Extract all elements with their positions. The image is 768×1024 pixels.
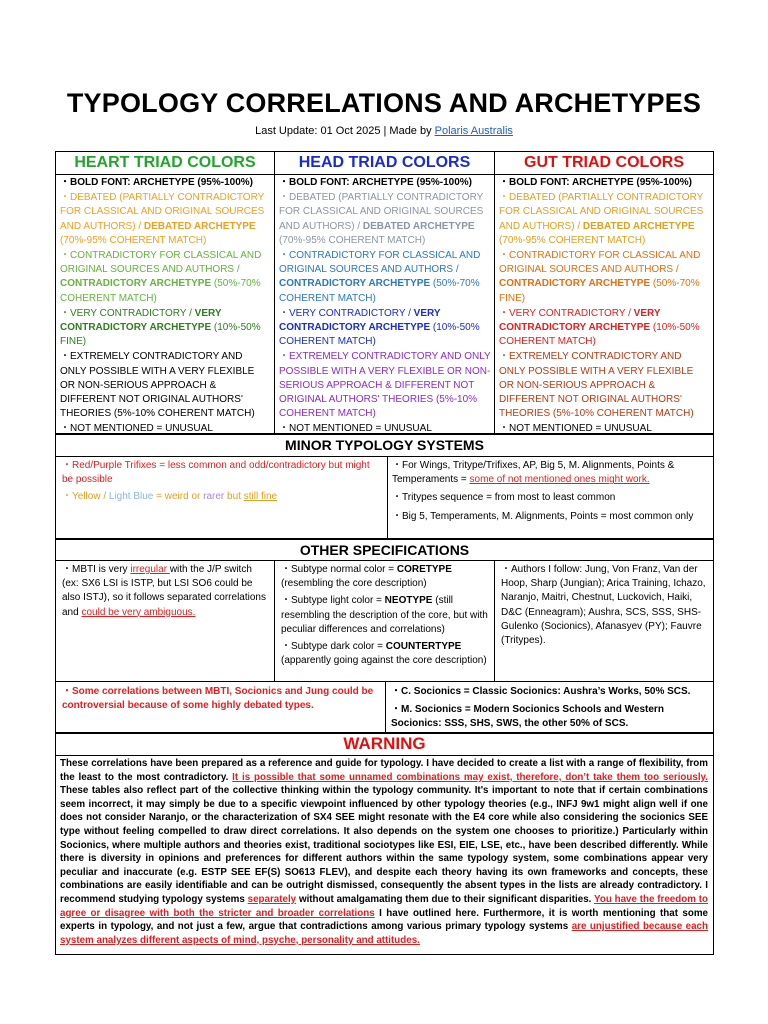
heart-very-range: (10%-50% FINE) (60, 322, 261, 348)
mbti-ambiguous: could be very ambiguous. (81, 606, 196, 618)
head-very-text: ・VERY CONTRADICTORY / (279, 307, 414, 319)
coretype-note (281, 563, 490, 591)
heart-very-archetype: VERY CONTRADICTORY ARCHETYPE (60, 307, 222, 334)
heart-very-text: ・VERY CONTRADICTORY / (60, 307, 195, 319)
other-header-rule (55, 560, 714, 561)
still-fine-text: still fine (243, 491, 278, 503)
head-contra-text: ・CONTRADICTORY FOR CLASSICAL AND ORIGINAL SOURCES AND AUTHORS / (279, 250, 481, 276)
warning-disparities: without amalgamating them due to their significant disparities. (296, 893, 595, 905)
page-title: TYPOLOGY CORRELATIONS AND ARCHETYPES (66, 88, 702, 118)
warning-text (60, 757, 708, 947)
heart-debated-text: ・DEBATED (PARTIALLY CONTRADICTORY FOR CLASSICAL AND ORIGINAL SOURCES AND AUTHORS) / (60, 192, 265, 232)
trifix-yellow-note (62, 490, 383, 504)
light-blue-label: Light Blue (108, 491, 154, 503)
gut-very-range: (10%-50% COHERENT MATCH) (499, 322, 700, 348)
rarer-text: rarer (203, 491, 225, 503)
head-triad-legend (277, 176, 493, 438)
trifix-red-note: ・Red/Purple Trifixes = less common and odd/contradictory but might be possible (62, 460, 370, 486)
authors-cell: ・Authors I follow: Jung, Von Franz, Van der Hoop, Sharp (Jungian); Arica Training, Ichazo, Naranjo, Maitri, Chestnut, Luckovich, Haiki, D&C (Enneagram); Aushra, SCS, SSS, SHS-Gulenko (Socionics), Afanasyev (PY); Fauvre (Tritypes). (501, 564, 706, 647)
head-extreme-line: ・EXTREMELY CONTRADICTORY AND ONLY POSSIBLE WITH A VERY FLEXIBLE OR NON-SERIOUS APPROACH & DIFFERENT NOT ORIGINAL AUTHORS' THEORIES (5%-10% COHERENT MATCH) (279, 351, 491, 420)
warning-freedom: You have the freedom to agree or disagree with both the stricter and broader correlations (60, 893, 708, 919)
wings-note (392, 459, 710, 487)
classic-socionics-note: ・C. Socionics = Classic Socionics: Aushra’s Works, 50% SCS. (391, 686, 691, 697)
gut-very-text: ・VERY CONTRADICTORY / (499, 307, 634, 319)
gut-debated-text: ・DEBATED (PARTIALLY CONTRADICTORY FOR CLASSICAL AND ORIGINAL SOURCES AND AUTHORS) / (499, 192, 704, 232)
gut-debated-range: (70%-95% COHERENT MATCH) (499, 234, 646, 246)
head-not-mentioned: ・NOT MENTIONED = UNUSUAL (279, 423, 432, 435)
neotype-desc: (still resembling the description of the core, but with peculiar differences and correlations) (281, 595, 488, 635)
gut-extreme-line: ・EXTREMELY CONTRADICTORY AND ONLY POSSIBLE WITH A VERY FLEXIBLE OR NON-SERIOUS APPROACH & DIFFERENT NOT ORIGINAL AUTHORS' THEORIES (5%-10% COHERENT MATCH) (499, 351, 694, 420)
big5-note: ・Big 5, Temperaments, M. Alignments, Points = most common only (392, 510, 694, 522)
gut-contra-range: (50%-70% FINE) (499, 278, 700, 304)
minor-systems-heading: MINOR TYPOLOGY SYSTEMS (285, 437, 484, 453)
minor-left-cell (60, 459, 385, 506)
author-link[interactable]: Polaris Australis (434, 125, 513, 137)
coretype-desc: (resembling the core description) (281, 578, 427, 590)
other-bottom-divider (385, 681, 386, 733)
head-bold-line: ・BOLD FONT: ARCHETYPE (95%-100%) (279, 177, 472, 188)
gut-triad-heading: GUT TRIAD COLORS (524, 154, 684, 171)
heart-contra-archetype: CONTRADICTORY ARCHETYPE (60, 278, 212, 290)
controversial-note: ・Some correlations between MBTI, Socionics and Jung could be controversial because of some highly debated types. (62, 686, 374, 712)
heart-debated-archetype: DEBATED ARCHETYPE (143, 220, 256, 232)
mbti-note-cell (60, 563, 272, 620)
head-contra-line (279, 249, 491, 306)
warning-separately: separately (247, 893, 297, 905)
page-subtitle (0, 125, 768, 137)
but-text: but (224, 491, 244, 503)
mbti-note-detail: with the J/P switch (ex: SX6 LSI is ISTP, but LSI SO6 could be also ISTJ), so it follows separated correlations and (62, 564, 266, 618)
weird-text: = weird or (153, 491, 204, 503)
wings-note-warning: some of not mentioned ones might work. (469, 474, 650, 486)
other-specs-heading: OTHER SPECIFICATIONS (299, 542, 470, 558)
countertype-label: ・Subtype dark color = (281, 641, 386, 653)
warning-unnamed-combinations: It is possible that some unnamed combinations may exist, therefore, don’t take them too seriously. (232, 771, 709, 783)
gut-debated-line (499, 191, 710, 248)
gut-very-archetype: VERY CONTRADICTORY ARCHETYPE (499, 307, 661, 334)
heart-debated-range: (70%-95% COHERENT MATCH) (60, 234, 207, 246)
neotype-term: NEOTYPE (384, 595, 433, 607)
head-very-archetype: VERY CONTRADICTORY ARCHETYPE (279, 307, 441, 334)
heart-very-line (60, 307, 271, 350)
warning-unjustified: are unjustified because each system analyzes different aspects of mind, psyche, personality and attitudes. (60, 921, 708, 946)
heart-triad-legend (58, 176, 273, 438)
heart-triad-heading: HEART TRIAD COLORS (74, 154, 256, 171)
warning-body: These tables also reflect part of the collective thinking within the typology community. It's important to note that if certain combinations seem incorrect, it may simply be due to a specific viewpoint influenced by other typology theories (e.g., INFJ 9w1 might align well if one does not consider Naranjo, or the characterization of SX4 SEE might resonate with the E4 core while also considering the socionics SEE type without feeling compelled to draw direct correlations. It also depends on the system one chooses to prioritize.) Particularly within Socionics, where multiple authors and theories exist, traditional sociotypes like ESI, EIE, LSE, etc., have been described differently. While there is diversity in opinions and preferences for different authors within the same typology system, some combinations appear very peculiar and inaccurate (e.g. ESTP SEE EF(S) SO613 FLEV), and despite each theory having its own frameworks and concepts, these combinations are easily identifiable and can be outright dismissed, consequently the absent types in the lists are already contradictory. I recommend studying typology systems (60, 785, 708, 905)
warning-heading: WARNING (343, 734, 426, 753)
head-very-line (279, 307, 491, 350)
minor-header-rule (55, 456, 714, 457)
gut-debated-archetype: DEBATED ARCHETYPE (582, 220, 695, 232)
head-debated-line (279, 191, 491, 248)
minor-right-cell (390, 459, 712, 525)
head-contra-archetype: CONTRADICTORY ARCHETYPE (279, 278, 431, 290)
modern-socionics-note: ・M. Socionics = Modern Socionics Schools and Western Socionics: SSS, SHS, SWS, the other 50% of SCS. (391, 704, 664, 730)
update-line: Last Update: 01 Oct 2025 | Made by (255, 125, 435, 137)
heart-not-mentioned: ・NOT MENTIONED = UNUSUAL (60, 423, 213, 435)
mbti-note-text: ・MBTI is very (62, 564, 131, 575)
head-very-range: (10%-50% COHERENT MATCH) (279, 322, 480, 348)
gut-triad-legend (497, 176, 712, 438)
heart-contra-text: ・CONTRADICTORY FOR CLASSICAL AND ORIGINAL SOURCES AND AUTHORS / (60, 250, 262, 276)
triad-header-rule (55, 174, 714, 175)
other-divider-2 (494, 560, 495, 681)
coretype-label: ・Subtype normal color = (281, 564, 397, 575)
head-debated-range: (70%-95% COHERENT MATCH) (279, 234, 426, 246)
head-triad-heading: HEAD TRIAD COLORS (298, 154, 471, 171)
countertype-note (281, 640, 490, 668)
yellow-label: ・Yellow (62, 491, 101, 503)
heart-bold-line: ・BOLD FONT: ARCHETYPE (95%-100%) (60, 177, 253, 188)
heart-extreme-line: ・EXTREMELY CONTRADICTORY AND ONLY POSSIBLE WITH A VERY FLEXIBLE OR NON-SERIOUS APPROACH & DIFFERENT NOT ORIGINAL AUTHORS' THEORIES (5%-10% COHERENT MATCH) (60, 351, 255, 420)
warning-experts: I have outlined here. Furthermore, it is worth mentioning that some experts in typology, and not just a few, argue that contradictions among various primary typology systems (60, 907, 708, 933)
wings-note-text: ・For Wings, Tritype/Trifixes, AP, Big 5, M. Alignments, Points & Temperaments = (392, 460, 675, 486)
minor-divider (387, 456, 388, 539)
gut-bold-line: ・BOLD FONT: ARCHETYPE (95%-100%) (499, 177, 692, 188)
triad-divider-1 (274, 151, 275, 434)
countertype-term: COUNTERTYPE (385, 641, 462, 653)
other-divider-1 (274, 560, 275, 681)
heart-contra-line (60, 249, 271, 306)
head-debated-archetype: DEBATED ARCHETYPE (362, 220, 475, 232)
mbti-irregular: irregular (130, 564, 170, 575)
gut-not-mentioned: ・NOT MENTIONED = UNUSUAL (499, 423, 652, 435)
neotype-note (281, 594, 490, 637)
gut-contra-text: ・CONTRADICTORY FOR CLASSICAL AND ORIGINAL SOURCES AND AUTHORS / (499, 250, 701, 276)
socionics-notes (389, 685, 712, 733)
head-contra-range: (50%-70% COHERENT MATCH) (279, 278, 480, 304)
heart-contra-range: (50%-70% COHERENT MATCH) (60, 278, 261, 304)
warning-header-rule (55, 755, 714, 756)
head-debated-text: ・DEBATED (PARTIALLY CONTRADICTORY FOR CLASSICAL AND ORIGINAL SOURCES AND AUTHORS) / (279, 192, 484, 232)
tritypes-note: ・Tritypes sequence = from most to least common (392, 492, 616, 504)
gut-contra-archetype: CONTRADICTORY ARCHETYPE (499, 278, 651, 290)
countertype-desc: (apparently going against the core description) (281, 655, 487, 667)
coretype-term: CORETYPE (396, 564, 452, 575)
gut-very-line (499, 307, 710, 350)
warning-intro: These correlations have been prepared as a reference and guide for typology. I have decided to create a list with a range of flexibility, from the least to the most contradictory. (60, 758, 708, 783)
gut-contra-line (499, 249, 710, 306)
slash-separator: / (100, 491, 109, 503)
heart-debated-line (60, 191, 271, 248)
subtype-colors-cell (279, 563, 492, 669)
neotype-label: ・Subtype light color = (281, 595, 385, 607)
triad-divider-2 (494, 151, 495, 434)
